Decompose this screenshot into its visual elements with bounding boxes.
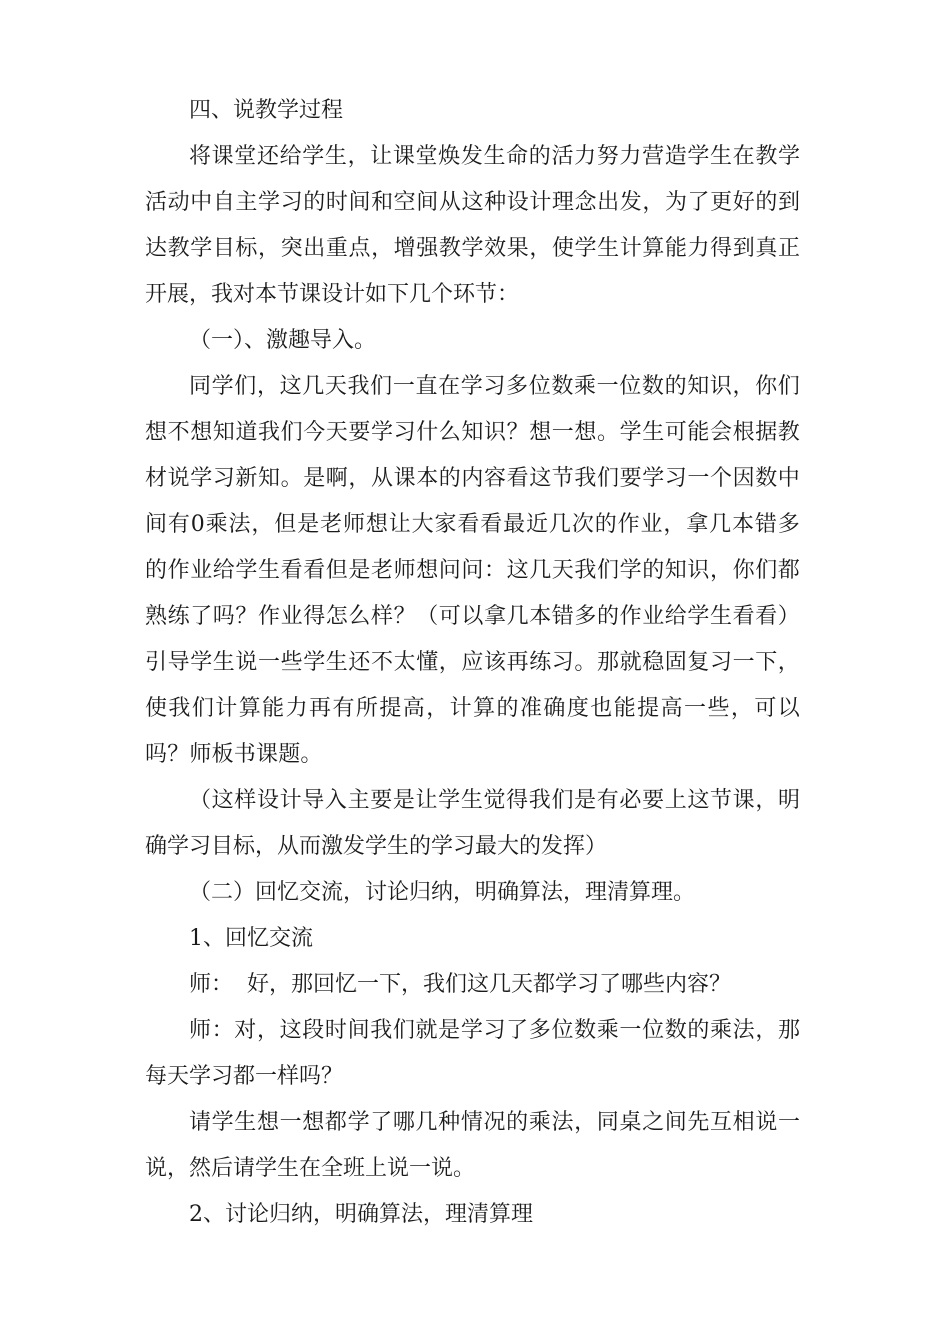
paragraph-instruction: 请学生想一想都学了哪几种情况的乘法，同桌之间先互相说一说，然后请学生在全班上说一说。	[145, 1110, 800, 1181]
paragraph-design-note: （这样设计导入主要是让学生觉得我们是有必要上这节课，明确学习目标，从而激发学生的学习最大的发挥）	[145, 788, 800, 859]
item-heading-1: 1、回忆交流	[189, 926, 313, 951]
paragraph-intro: 将课堂还给学生，让课堂焕发生命的活力努力营造学生在教学活动中自主学习的时间和空间从这种设计理念出发，为了更好的到达教学目标，突出重点，增强教学效果，使学生计算能力得到真正开展，我对本节课设计如下几个环节：	[145, 144, 800, 307]
document-body	[145, 88, 800, 1238]
dialogue-line-1: 师： 好，那回忆一下，我们这几天都学习了哪些内容？	[189, 972, 731, 997]
paragraph-lead-in: 同学们，这几天我们一直在学习多位数乘一位数的知识，你们想不想知道我们今天要学习什么知识？想一想。学生可能会根据教材说学习新知。是啊，从课本的内容看这节我们要学习一个因数中间有0乘法，但是老师想让大家看看最近几次的作业，拿几本错多的作业给学生看看但是老师想问问：这几天我们学的知识，你们都熟练了吗？作业得怎么样？（可以拿几本错多的作业给学生看看）引导学生说一些学生还不太懂，应该再练习。那就稳固复习一下，使我们计算能力再有所提高，计算的准确度也能提高一些，可以吗？师板书课题。	[145, 374, 800, 767]
section-heading: 四、说教学过程	[189, 98, 344, 123]
subsection-heading-1: （一）、激趣导入。	[189, 328, 377, 353]
dialogue-line-2: 师：对，这段时间我们就是学习了多位数乘一位数的乘法，那每天学习都一样吗？	[145, 1018, 800, 1089]
subsection-heading-2: （二）回忆交流，讨论归纳，明确算法，理清算理。	[189, 880, 696, 905]
item-heading-2: 2、讨论归纳，明确算法，理清算理	[189, 1202, 533, 1227]
